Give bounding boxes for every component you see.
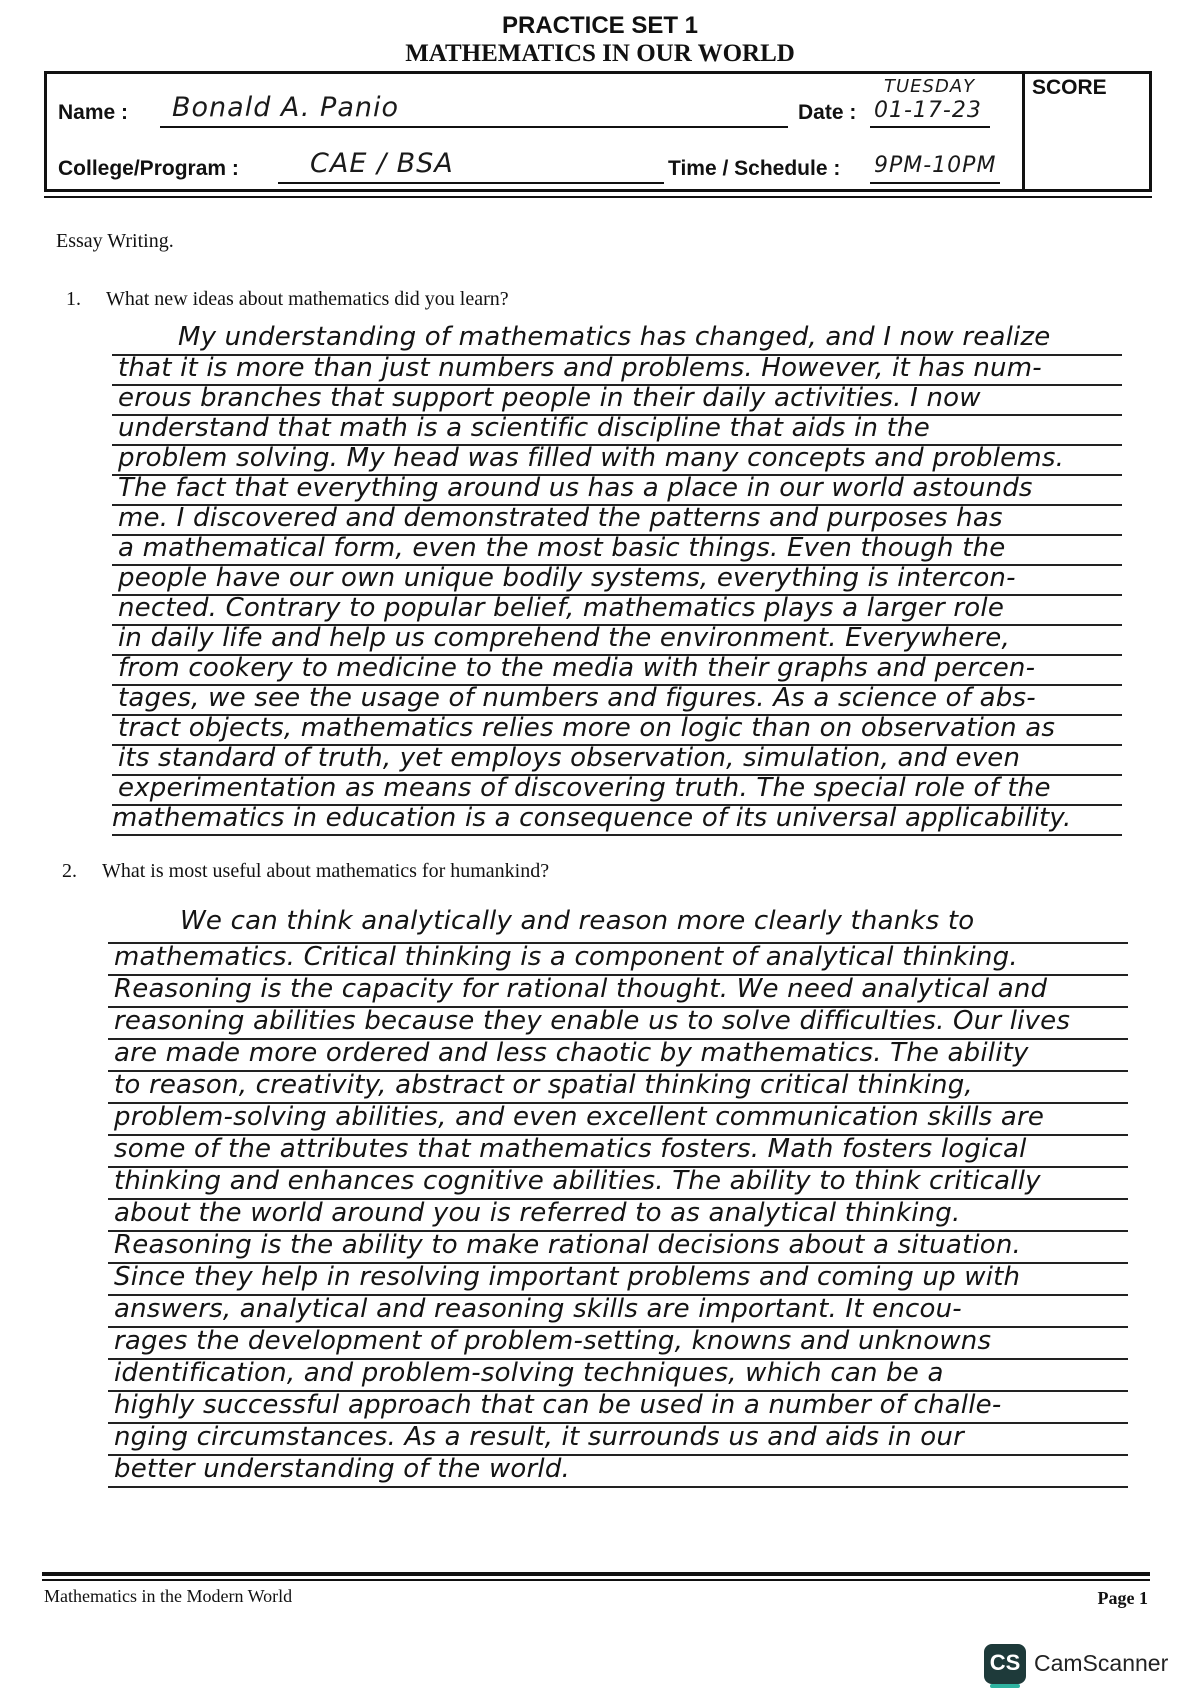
- answer-1-line: from cookery to medicine to the media with their graphs and percen-: [118, 653, 1036, 683]
- college-value: CAE / BSA: [310, 148, 454, 179]
- header-bottom-rule: [44, 196, 1152, 198]
- footer-page-number: Page 1: [1097, 1588, 1148, 1608]
- answer-2-line: reasoning abilities because they enable us to solve difficulties. Our lives: [114, 1006, 1071, 1036]
- time-label: Time / Schedule :: [668, 157, 841, 180]
- answer-2-line: problem-solving abilities, and even excellent communication skills are: [114, 1102, 1045, 1132]
- answer-1-line: tract objects, mathematics relies more on logic than on observation as: [118, 713, 1056, 743]
- answer-1-line: me. I discovered and demonstrated the patterns and purposes has: [118, 503, 1003, 533]
- answer-1-line: tages, we see the usage of numbers and figures. As a science of abs-: [118, 683, 1036, 713]
- answer-2-line: Since they help in resolving important problems and coming up with: [114, 1262, 1021, 1292]
- answer-1-line: nected. Contrary to popular belief, mathematics plays a larger role: [118, 593, 1005, 623]
- answer-2-line: highly successful approach that can be used in a number of challe-: [114, 1390, 1002, 1420]
- answer-2-line: some of the attributes that mathematics fosters. Math fosters logical: [114, 1134, 1027, 1164]
- camscanner-logo-icon: CS: [984, 1644, 1026, 1684]
- date-day: TUESDAY: [884, 76, 976, 97]
- date-label: Date :: [798, 101, 857, 124]
- answer-1-line: understand that math is a scientific discipline that aids in the: [118, 413, 930, 443]
- answer-2-line: answers, analytical and reasoning skills are important. It encou-: [114, 1294, 962, 1324]
- answer-2-line: are made more ordered and less chaotic by mathematics. The ability: [114, 1038, 1029, 1068]
- footer-rule-thin: [42, 1579, 1150, 1581]
- answer-1-line: in daily life and help us comprehend the environment. Everywhere,: [118, 623, 1010, 653]
- answer-2-line: rages the development of problem-setting, knowns and unknowns: [114, 1326, 992, 1356]
- title-subject: MATHEMATICS IN OUR WORLD: [405, 40, 795, 67]
- answer-2-line: identification, and problem-solving techniques, which can be a: [114, 1358, 944, 1388]
- college-label: College/Program :: [58, 157, 239, 180]
- answer-2-line: nging circumstances. As a result, it surrounds us and aids in our: [114, 1422, 964, 1452]
- answer-2-line: Reasoning is the ability to make rational decisions about a situation.: [114, 1230, 1022, 1260]
- answer-1-line: My understanding of mathematics has changed, and I now realize: [178, 322, 1051, 352]
- camscanner-watermark: CamScanner: [1034, 1650, 1169, 1676]
- college-underline: [278, 182, 664, 184]
- answer-2-line: about the world around you is referred to as analytical thinking.: [114, 1198, 961, 1228]
- answer-1-line: erous branches that support people in their daily activities. I now: [118, 383, 981, 413]
- footer-rule: [42, 1572, 1150, 1576]
- answer-2-line: Reasoning is the capacity for rational thought. We need analytical and: [114, 974, 1048, 1004]
- title-practice-set: PRACTICE SET 1: [501, 12, 699, 39]
- question-2: [62, 860, 549, 883]
- answer-1-line: its standard of truth, yet employs observation, simulation, and even: [118, 743, 1021, 773]
- answer-2-line: mathematics. Critical thinking is a component of analytical thinking.: [114, 942, 1018, 972]
- answer-rule: [112, 834, 1122, 836]
- question-1-number: 1.: [66, 288, 81, 310]
- score-label: SCORE: [1032, 76, 1107, 99]
- answer-2-line: to reason, creativity, abstract or spatial thinking critical thinking,: [114, 1070, 973, 1100]
- question-2-number: 2.: [62, 860, 77, 882]
- section-title: Essay Writing.: [56, 230, 174, 252]
- question-1: [66, 288, 509, 311]
- answer-1-line: mathematics in education is a consequence of its universal applicability.: [112, 803, 1072, 833]
- time-underline: [870, 182, 1000, 184]
- answer-1-line: experimentation as means of discovering truth. The special role of the: [118, 773, 1051, 803]
- footer-course: Mathematics in the Modern World: [44, 1586, 293, 1606]
- question-2-text: What is most useful about mathematics for humankind?: [102, 860, 550, 882]
- date-underline: [870, 126, 990, 128]
- answer-2-line: better understanding of the world.: [114, 1454, 571, 1484]
- answer-2-line: We can think analytically and reason more clearly thanks to: [180, 906, 975, 936]
- answer-1-line: that it is more than just numbers and problems. However, it has num-: [118, 353, 1042, 383]
- score-divider: [1022, 74, 1025, 189]
- answer-rule: [108, 1486, 1128, 1488]
- answer-1-line: The fact that everything around us has a place in our world astounds: [118, 473, 1033, 503]
- date-value: 01-17-23: [874, 98, 982, 123]
- answer-1-line: problem solving. My head was filled with many concepts and problems.: [118, 443, 1065, 473]
- question-1-text: What new ideas about mathematics did you learn?: [106, 288, 509, 310]
- answer-2-line: thinking and enhances cognitive abilities. The ability to think critically: [114, 1166, 1041, 1196]
- time-value: 9PM-10PM: [874, 153, 997, 178]
- name-value: Bonald A. Panio: [172, 92, 400, 123]
- answer-1-line: people have our own unique bodily systems, everything is intercon-: [118, 563, 1016, 593]
- name-underline: [160, 126, 788, 128]
- name-label: Name :: [58, 101, 129, 124]
- answer-1-line: a mathematical form, even the most basic things. Even though the: [118, 533, 1006, 563]
